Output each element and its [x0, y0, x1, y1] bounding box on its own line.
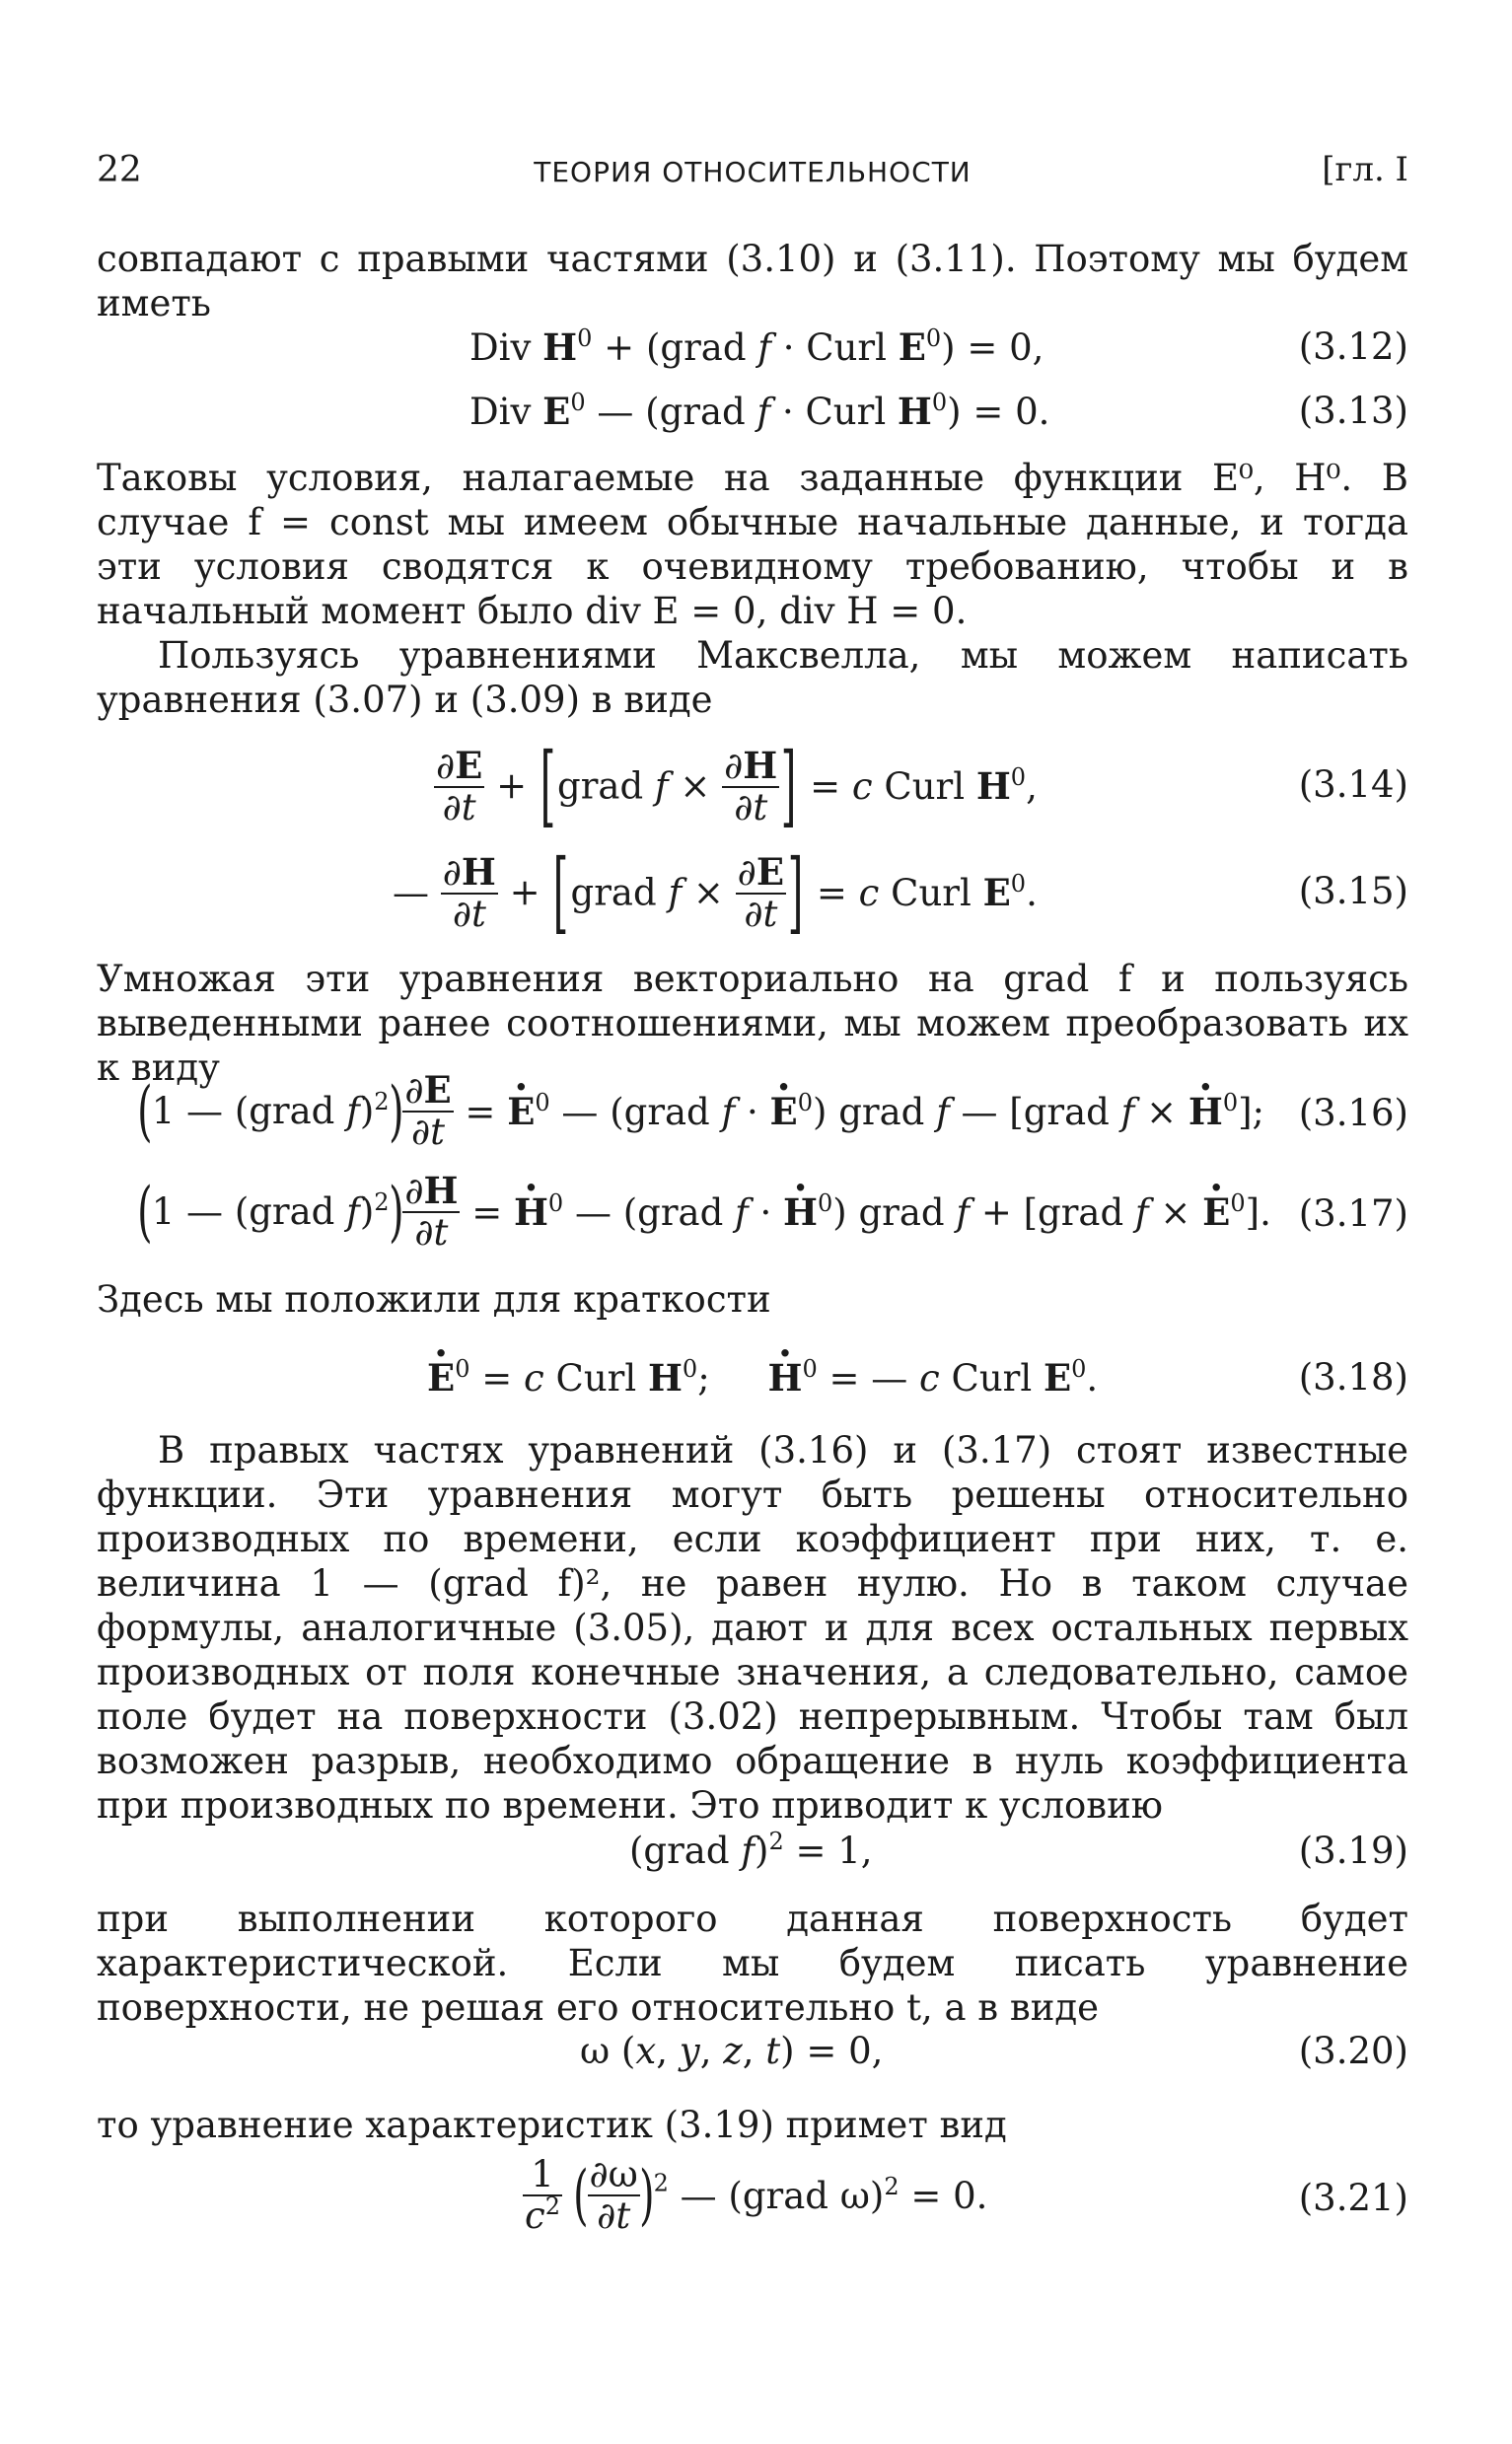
paragraph-5: Здесь мы положили для краткости [97, 1278, 771, 1321]
equation-body: Div $E^0$ — (grad f · Curl $H^0) = 0$. [469, 389, 1050, 433]
paragraph-2: Таковы условия, налагаемые на заданные функции E⁰, H⁰. В случае f = const мы имеем обычные начальные данные, и тогда эти условия сводятся к очевидному требованию, чтобы и в начальный момент было div E = 0, div H = 0. [97, 457, 1408, 632]
page-number: 22 [97, 150, 142, 190]
equation-body: $\frac{\partial E}{\partial t}$ + [grad f × $\frac{\partial H}{\partial t}$ ] = c Curl $H^0$, [436, 734, 1038, 837]
equation-number: (3.15) [1298, 870, 1408, 912]
equation-3-21 [97, 2155, 1408, 2254]
equation-number: (3.16) [1298, 1092, 1408, 1134]
paragraph-8: то уравнение характеристик (3.19) примет вид [97, 2104, 1007, 2146]
equation-number: (3.17) [1298, 1192, 1408, 1235]
equation-body: $\frac{1}{c^2}$ ( $\frac{\partial\omega}{\partial t}$ )$^2$ — (grad ω)$^2$ = 0. [525, 2153, 988, 2237]
equation-number: (3.20) [1298, 2030, 1408, 2072]
paragraph-1: совпадают с правыми частями (3.10) и (3.11). Поэтому мы будем иметь [97, 238, 1408, 324]
equation-body: ω (x, y, z, t) = 0, [580, 2030, 884, 2072]
equation-body: Div $H^0$ + (grad f · Curl $E^0) = 0$, [469, 324, 1044, 369]
equation-number: (3.14) [1298, 763, 1408, 806]
equation-body: — $\frac{\partial H}{\partial t}$ + [grad f × $\frac{\partial E}{\partial t}$ ] = c Curl $E^0$. [393, 840, 1038, 944]
equation-3-14 [97, 734, 1408, 840]
equation-3-20 [97, 2030, 1408, 2089]
paragraph-7: при выполнении которого данная поверхность будет характеристической. Если мы будем писать уравнение поверхности, не решая его относительно t, а в виде [97, 1898, 1408, 2029]
equation-3-13 [97, 390, 1408, 449]
equation-number: (3.12) [1298, 325, 1408, 368]
equation-number: (3.18) [1298, 1356, 1408, 1399]
equation-3-17 [97, 1171, 1408, 1269]
running-title: ТЕОРИЯ ОТНОСИТЕЛЬНОСТИ [534, 156, 972, 188]
page-header [97, 150, 1408, 199]
equation-3-12 [97, 325, 1408, 385]
equation-body: · $E^0 = c$ Curl $H^0$; · $H^0$ = — c Curl $E^0$. [427, 1356, 1098, 1400]
equation-3-19 [97, 1830, 1408, 1889]
equation-number: (3.13) [1298, 390, 1408, 432]
chapter-label: [гл. I [1322, 150, 1408, 189]
paragraph-3: Пользуясь уравнениями Максвелла, мы можем написать уравнения (3.07) и (3.09) в виде [97, 634, 1408, 721]
equation-body: (1 — (grad f)$^2$) $\frac{\partial E}{\partial t}$ = · $E^0$ — (grad f · · $E^0$) grad f — [grad f × · $H^0$]; [138, 1070, 1264, 1152]
equation-body: (grad f)$^2$ = 1, [629, 1828, 873, 1872]
equation-3-15 [97, 840, 1408, 947]
equation-body: (1 — (grad f)$^2$) $\frac{\partial H}{\partial t}$ = · $H^0$ — (grad f · · $H^0$) grad f + [grad f × · $E^0$]. [138, 1171, 1271, 1253]
equation-3-16 [97, 1070, 1408, 1169]
paragraph-4: Умножая эти уравнения векториально на grad f и пользуясь выведенными ранее соотношениями, мы можем преобразовать их к виду [97, 958, 1408, 1089]
equation-3-18 [97, 1356, 1408, 1415]
paragraph-6: В правых частях уравнений (3.16) и (3.17) стоят известные функции. Эти уравнения могут быть решены относительно производных по времени, если коэффициент при них, т. е. величина 1 — (grad f)², не равен нулю. Но в таком случае формулы, аналогичные (3.05), дают и для всех остальных первых производных от поля конечные значения, а следовательно, самое поле будет на поверхности (3.02) непрерывным. Чтобы там был возможен разрыв, необходимо обращение в нуль коэффициента при производных по времени. Это приводит к условию [97, 1429, 1408, 1827]
equation-number: (3.19) [1298, 1830, 1408, 1872]
equation-number: (3.21) [1298, 2177, 1408, 2219]
